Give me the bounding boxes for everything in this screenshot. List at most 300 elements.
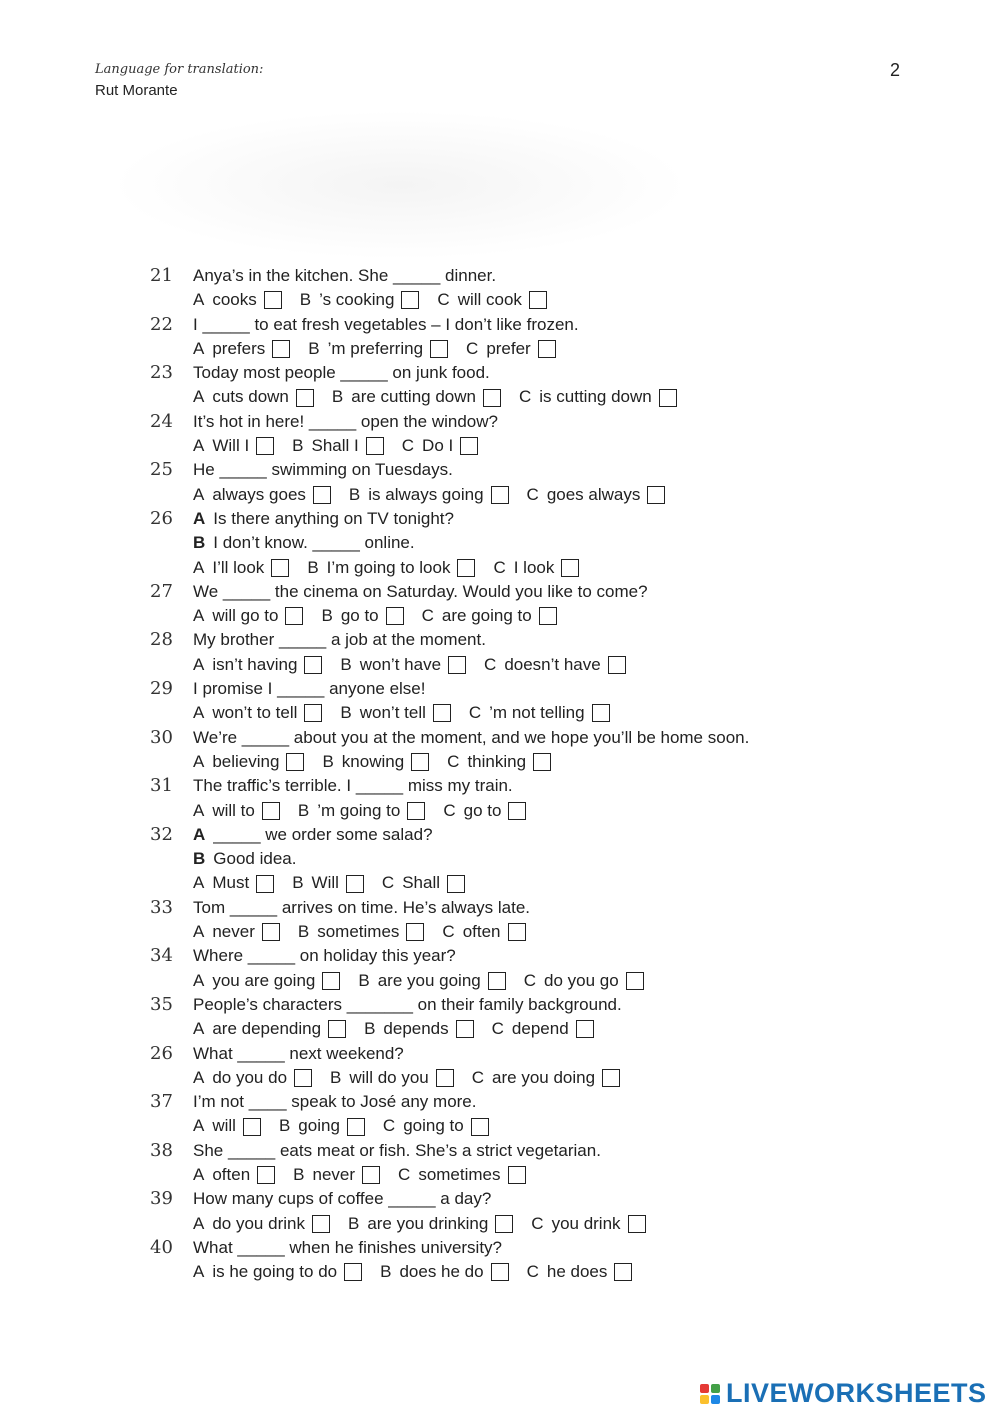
answer-checkbox[interactable] [346, 875, 364, 893]
option-label: I’m going to look [326, 557, 451, 577]
question-text: My brother _____ a job at the moment. [193, 630, 486, 650]
answer-checkbox[interactable] [262, 802, 280, 820]
question-item [150, 944, 850, 993]
question-text: She _____ eats meat or fish. She’s a strict vegetarian. [193, 1140, 601, 1160]
logo-square [700, 1395, 709, 1404]
answer-option[interactable] [332, 385, 501, 409]
options-line [150, 604, 850, 628]
option-label: are you drinking [367, 1213, 489, 1233]
answer-option[interactable] [442, 920, 525, 944]
brand-text: LIVEWORKSHEETS [726, 1378, 987, 1408]
answer-checkbox[interactable] [407, 802, 425, 820]
answer-checkbox[interactable] [495, 1215, 513, 1233]
question-line [150, 993, 850, 1017]
answer-option[interactable] [308, 337, 448, 361]
answer-checkbox[interactable] [328, 1020, 346, 1038]
options-line [150, 701, 850, 725]
option-letter: A [193, 290, 205, 310]
options-line [150, 653, 850, 677]
answer-option[interactable] [193, 385, 314, 409]
answer-option[interactable] [493, 556, 579, 580]
answer-option[interactable] [330, 1066, 454, 1090]
option-label: are you going [377, 970, 481, 990]
answer-option[interactable] [193, 556, 289, 580]
option-letter: B [340, 703, 352, 723]
question-number: 24 [150, 410, 173, 432]
option-letter: A [193, 436, 205, 456]
answer-checkbox[interactable] [312, 1215, 330, 1233]
question-text: People’s characters _______ on their family background. [193, 994, 622, 1014]
options-line [150, 750, 850, 774]
question-line [150, 847, 850, 871]
option-letter: B [340, 654, 352, 674]
answer-option[interactable] [193, 337, 290, 361]
answer-option[interactable] [193, 920, 280, 944]
answer-checkbox[interactable] [322, 972, 340, 990]
answer-option[interactable] [193, 799, 280, 823]
answer-checkbox[interactable] [366, 437, 384, 455]
option-label: he does [546, 1262, 608, 1282]
option-letter: C [526, 484, 539, 504]
answer-option[interactable] [349, 483, 509, 507]
answer-checkbox[interactable] [257, 1166, 275, 1184]
answer-checkbox[interactable] [411, 753, 429, 771]
answer-option[interactable] [279, 1114, 365, 1138]
option-label: ’m going to [317, 800, 401, 820]
option-label: believing [212, 751, 280, 771]
answer-option[interactable] [307, 556, 475, 580]
answer-options [193, 337, 574, 361]
question-number: 37 [150, 1091, 173, 1113]
option-label: never [312, 1164, 356, 1184]
answer-checkbox[interactable] [256, 437, 274, 455]
question-item [150, 1042, 850, 1091]
option-letter: C [493, 557, 506, 577]
answer-option[interactable] [443, 799, 526, 823]
answer-options [193, 385, 695, 409]
answer-checkbox[interactable] [538, 340, 556, 358]
answer-option[interactable] [193, 701, 322, 725]
answer-option[interactable] [422, 604, 557, 628]
options-line [150, 1114, 850, 1138]
speaker-label: B [193, 533, 206, 553]
answer-checkbox[interactable] [433, 704, 451, 722]
answer-checkbox[interactable] [304, 656, 322, 674]
question-line [150, 774, 850, 798]
answer-option[interactable] [472, 1066, 620, 1090]
option-letter: C [382, 1116, 396, 1136]
options-line [150, 871, 850, 895]
option-label: you drink [551, 1213, 621, 1233]
answer-option[interactable] [193, 1017, 346, 1041]
question-number: 23 [150, 362, 173, 384]
speaker-text: I don’t know. _____ online. [213, 533, 415, 553]
option-label: you are going [212, 970, 316, 990]
answer-checkbox[interactable] [602, 1069, 620, 1087]
option-letter: B [297, 922, 310, 942]
option-letter: A [193, 873, 205, 893]
answer-options [193, 483, 683, 507]
options-line [150, 969, 850, 993]
answer-checkbox[interactable] [647, 486, 665, 504]
question-item [150, 774, 850, 823]
answer-option[interactable] [364, 1017, 474, 1041]
option-letter: A [193, 800, 205, 820]
option-letter: C [466, 338, 479, 358]
option-letter: B [307, 557, 319, 577]
answer-checkbox[interactable] [576, 1020, 594, 1038]
question-item [150, 677, 850, 726]
options-line [150, 1017, 850, 1041]
answer-checkbox[interactable] [243, 1118, 261, 1136]
question-item [150, 1187, 850, 1236]
option-letter: C [443, 800, 456, 820]
question-number: 34 [150, 945, 173, 967]
answer-checkbox[interactable] [386, 607, 404, 625]
option-label: isn’t having [212, 654, 298, 674]
option-label: will to [212, 800, 255, 820]
options-line [150, 920, 850, 944]
answer-checkbox[interactable] [448, 656, 466, 674]
option-letter: A [193, 1019, 205, 1039]
question-line [150, 677, 850, 701]
answer-options [193, 701, 628, 725]
options-line [150, 288, 850, 312]
option-letter: C [381, 873, 395, 893]
answer-option[interactable] [298, 799, 426, 823]
option-label: are depending [212, 1019, 322, 1039]
option-label: I look [513, 557, 555, 577]
option-letter: A [193, 1067, 205, 1087]
answer-option[interactable] [340, 701, 450, 725]
answer-option[interactable] [193, 1260, 362, 1284]
options-line [150, 556, 850, 580]
answer-checkbox[interactable] [529, 291, 547, 309]
option-label: knowing [341, 751, 405, 771]
option-letter: C [491, 1019, 504, 1039]
answer-checkbox[interactable] [491, 1263, 509, 1281]
answer-option[interactable] [484, 653, 626, 677]
option-label: going [298, 1116, 340, 1136]
answer-option[interactable] [383, 1114, 489, 1138]
answer-option[interactable] [492, 1017, 594, 1041]
answer-options [193, 1212, 664, 1236]
answer-checkbox[interactable] [626, 972, 644, 990]
option-letter: A [193, 703, 205, 723]
answer-checkbox[interactable] [286, 753, 304, 771]
question-number: 35 [150, 993, 173, 1015]
option-letter: C [437, 290, 450, 310]
answer-checkbox[interactable] [533, 753, 551, 771]
answer-option[interactable] [193, 434, 274, 458]
option-label: Do I [422, 436, 454, 456]
answer-option[interactable] [300, 288, 420, 312]
option-label: do you do [212, 1067, 288, 1087]
answer-option[interactable] [527, 1260, 633, 1284]
answer-option[interactable] [531, 1212, 645, 1236]
answer-checkbox[interactable] [491, 486, 509, 504]
answer-option[interactable] [321, 604, 403, 628]
answer-options [193, 1260, 650, 1284]
answer-checkbox[interactable] [471, 1118, 489, 1136]
option-letter: C [471, 1067, 485, 1087]
answer-checkbox[interactable] [347, 1118, 365, 1136]
question-text: Where _____ on holiday this year? [193, 946, 456, 966]
question-line [150, 361, 850, 385]
option-letter: A [193, 557, 205, 577]
question-text: He _____ swimming on Tuesdays. [193, 460, 453, 480]
option-label: Shall [402, 873, 441, 893]
answer-checkbox[interactable] [294, 1069, 312, 1087]
answer-option[interactable] [193, 1114, 261, 1138]
option-label: always goes [212, 484, 306, 504]
answer-options [193, 750, 569, 774]
question-line [150, 531, 850, 555]
answer-checkbox[interactable] [539, 607, 557, 625]
question-line [150, 410, 850, 434]
option-label: goes always [546, 484, 641, 504]
answer-option[interactable] [292, 434, 384, 458]
question-text [193, 507, 454, 531]
answer-options [193, 653, 644, 677]
answer-option[interactable] [527, 483, 666, 507]
answer-option[interactable] [358, 969, 505, 993]
question-line [150, 944, 850, 968]
option-label: thinking [467, 751, 527, 771]
answer-options [193, 288, 565, 312]
answer-checkbox[interactable] [659, 389, 677, 407]
answer-option[interactable] [524, 969, 644, 993]
option-label: do you drink [212, 1213, 305, 1233]
question-item [150, 580, 850, 629]
answer-option[interactable] [402, 434, 478, 458]
option-letter: A [193, 1213, 205, 1233]
option-label: is always going [368, 484, 484, 504]
option-label: Must [212, 873, 250, 893]
answer-option[interactable] [398, 1163, 525, 1187]
question-text: It’s hot in here! _____ open the window? [193, 411, 498, 431]
question-line [150, 458, 850, 482]
answer-option[interactable] [447, 750, 551, 774]
answer-checkbox[interactable] [344, 1263, 362, 1281]
question-text: How many cups of coffee _____ a day? [193, 1189, 492, 1209]
question-item [150, 264, 850, 313]
option-label: I’ll look [212, 557, 265, 577]
options-line [150, 1066, 850, 1090]
option-letter: A [193, 751, 205, 771]
question-line [150, 1090, 850, 1114]
question-number: 22 [150, 313, 173, 335]
answer-checkbox[interactable] [304, 704, 322, 722]
answer-option[interactable] [469, 701, 610, 725]
answer-checkbox[interactable] [508, 923, 526, 941]
answer-option[interactable] [466, 337, 556, 361]
answer-checkbox[interactable] [592, 704, 610, 722]
option-letter: B [380, 1262, 392, 1282]
option-label: Shall I [311, 436, 359, 456]
answer-option[interactable] [382, 871, 465, 895]
question-line [150, 823, 850, 847]
option-label: is he going to do [212, 1262, 338, 1282]
question-line [150, 628, 850, 652]
answer-checkbox[interactable] [488, 972, 506, 990]
answer-option[interactable] [437, 288, 547, 312]
answer-checkbox[interactable] [271, 559, 289, 577]
question-number: 26 [150, 507, 173, 529]
options-line [150, 799, 850, 823]
answer-option[interactable] [519, 385, 677, 409]
option-label: prefer [486, 338, 531, 358]
question-line [150, 1042, 850, 1066]
option-label: often [462, 922, 501, 942]
question-item [150, 823, 850, 896]
question-line [150, 1236, 850, 1260]
answer-option[interactable] [322, 750, 429, 774]
answer-options [193, 920, 544, 944]
speaker-text: Good idea. [213, 849, 297, 869]
question-text: I’m not ____ speak to José any more. [193, 1092, 477, 1112]
answer-checkbox[interactable] [628, 1215, 646, 1233]
question-text: We’re _____ about you at the moment, and we hope you’ll be home soon. [193, 727, 750, 747]
logo-square [711, 1384, 720, 1393]
answer-option[interactable] [193, 1212, 330, 1236]
option-letter: C [442, 922, 455, 942]
answer-option[interactable] [380, 1260, 508, 1284]
option-letter: B [278, 1116, 291, 1136]
option-letter: C [518, 387, 532, 407]
answer-checkbox[interactable] [362, 1166, 380, 1184]
speaker-label: A [193, 824, 206, 844]
option-label: are going to [441, 606, 532, 626]
answer-option[interactable] [293, 1163, 380, 1187]
answer-checkbox[interactable] [256, 875, 274, 893]
answer-checkbox[interactable] [401, 291, 419, 309]
answer-checkbox[interactable] [313, 486, 331, 504]
answer-checkbox[interactable] [264, 291, 282, 309]
question-line [150, 580, 850, 604]
question-number: 39 [150, 1188, 173, 1210]
answer-option[interactable] [193, 1163, 275, 1187]
question-item [150, 1236, 850, 1285]
answer-option[interactable] [340, 653, 466, 677]
question-number: 26 [150, 1042, 173, 1064]
option-letter: A [193, 1262, 205, 1282]
answer-checkbox[interactable] [483, 389, 501, 407]
answer-option[interactable] [193, 871, 274, 895]
option-letter: B [292, 873, 304, 893]
question-list [150, 264, 850, 1284]
answer-checkbox[interactable] [460, 437, 478, 455]
answer-option[interactable] [193, 604, 303, 628]
question-number: 29 [150, 678, 173, 700]
page-number: 2 [890, 60, 901, 80]
question-item [150, 458, 850, 507]
option-label: sometimes [418, 1164, 501, 1184]
speaker-text: _____ we order some salad? [213, 824, 433, 844]
answer-option[interactable] [193, 969, 340, 993]
answer-checkbox[interactable] [436, 1069, 454, 1087]
option-label: do you go [544, 970, 619, 990]
question-line [150, 313, 850, 337]
question-item [150, 361, 850, 410]
answer-checkbox[interactable] [406, 923, 424, 941]
logo-square [711, 1395, 720, 1404]
answer-checkbox[interactable] [296, 389, 314, 407]
option-letter: C [401, 436, 415, 456]
options-line [150, 434, 850, 458]
question-text: I _____ to eat fresh vegetables – I don’t like frozen. [193, 314, 579, 334]
option-label: doesn’t have [504, 654, 601, 674]
answer-option[interactable] [193, 653, 322, 677]
option-letter: B [321, 606, 333, 626]
answer-option[interactable] [348, 1212, 513, 1236]
answer-checkbox[interactable] [608, 656, 626, 674]
answer-checkbox[interactable] [508, 1166, 526, 1184]
option-label: go to [463, 800, 502, 820]
option-label: does he do [399, 1262, 484, 1282]
speaker-label: A [193, 508, 206, 528]
answer-checkbox[interactable] [456, 1020, 474, 1038]
author-name: Rut Morante [95, 82, 178, 99]
question-item [150, 1139, 850, 1188]
option-label: will cook [457, 290, 522, 310]
answer-checkbox[interactable] [561, 559, 579, 577]
answer-checkbox[interactable] [272, 340, 290, 358]
answer-options [193, 1066, 638, 1090]
option-label: will [212, 1116, 236, 1136]
answer-checkbox[interactable] [508, 802, 526, 820]
option-label: is cutting down [539, 387, 652, 407]
answer-option[interactable] [193, 750, 304, 774]
option-letter: C [398, 1164, 411, 1184]
answer-option[interactable] [193, 483, 331, 507]
answer-option[interactable] [292, 871, 364, 895]
question-line [150, 507, 850, 531]
answer-checkbox[interactable] [447, 875, 465, 893]
question-item [150, 993, 850, 1042]
answer-checkbox[interactable] [457, 559, 475, 577]
options-line [150, 1163, 850, 1187]
answer-option[interactable] [298, 920, 425, 944]
answer-options [193, 434, 496, 458]
options-line [150, 483, 850, 507]
question-text [193, 823, 433, 847]
option-label: ’m preferring [327, 338, 424, 358]
option-label: ’m not telling [489, 703, 585, 723]
liveworksheets-logo-icon [700, 1384, 720, 1404]
question-number: 38 [150, 1139, 173, 1161]
question-line [150, 726, 850, 750]
question-number: 28 [150, 629, 173, 651]
question-item [150, 896, 850, 945]
answer-option[interactable] [193, 1066, 312, 1090]
answer-option[interactable] [193, 288, 282, 312]
answer-checkbox[interactable] [430, 340, 448, 358]
question-number: 25 [150, 459, 173, 481]
option-letter: C [526, 1262, 539, 1282]
speaker-text: Is there anything on TV tonight? [213, 508, 454, 528]
answer-checkbox[interactable] [614, 1263, 632, 1281]
answer-checkbox[interactable] [262, 923, 280, 941]
option-letter: B [297, 800, 310, 820]
question-number: 21 [150, 265, 173, 286]
question-line [150, 264, 850, 288]
question-line [150, 1187, 850, 1211]
liveworksheets-brand [700, 1378, 987, 1409]
answer-checkbox[interactable] [285, 607, 303, 625]
option-letter: B [358, 970, 370, 990]
option-label: Will I [212, 436, 250, 456]
